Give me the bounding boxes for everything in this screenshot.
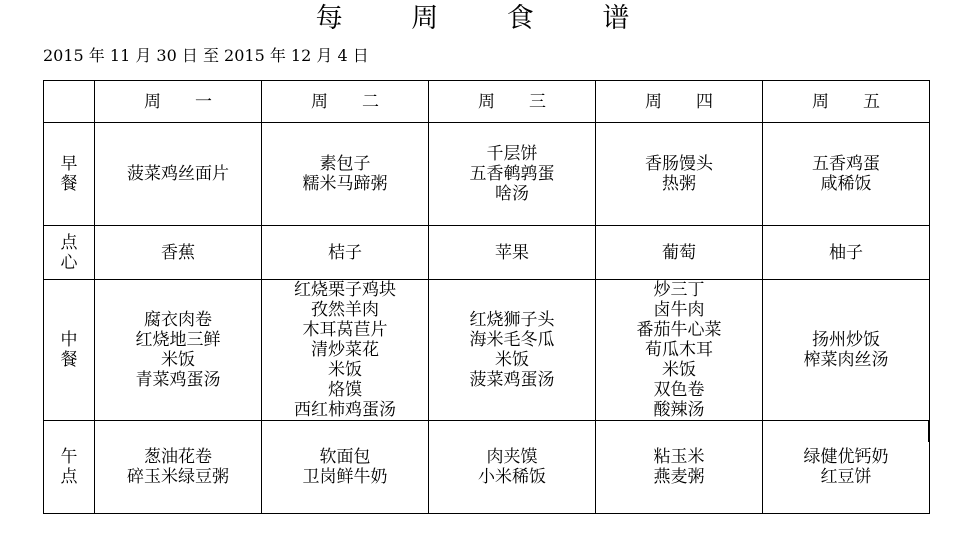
breakfast-monday: 菠菜鸡丝面片 <box>95 123 262 226</box>
lunch-wednesday: 红烧狮子头 海米毛冬瓜 米饭 菠菜鸡蛋汤 <box>429 280 596 421</box>
breakfast-tuesday: 素包子 糯米马蹄粥 <box>262 123 429 226</box>
lunch-monday: 腐衣肉卷 红烧地三鲜 米饭 青菜鸡蛋汤 <box>95 280 262 421</box>
snack-tuesday: 桔子 <box>262 226 429 280</box>
afternoon-snack-thursday: 粘玉米 燕麦粥 <box>596 421 763 514</box>
breakfast-row <box>44 123 930 226</box>
weekly-menu-table <box>43 80 930 514</box>
text-cursor-mark <box>928 420 930 442</box>
snack-thursday: 葡萄 <box>596 226 763 280</box>
snack-friday: 柚子 <box>763 226 930 280</box>
corner-cell <box>44 81 95 123</box>
lunch-friday: 扬州炒饭 榨菜肉丝汤 <box>763 280 930 421</box>
date-range: 2015 年 11 月 30 日 至 2015 年 12 月 4 日 <box>43 46 369 65</box>
snack-wednesday: 苹果 <box>429 226 596 280</box>
breakfast-wednesday: 千层饼 五香鹌鹑蛋 啥汤 <box>429 123 596 226</box>
header-row <box>44 81 930 123</box>
day-header-monday: 周 一 <box>95 81 262 123</box>
lunch-thursday: 炒三丁 卤牛肉 番茄牛心菜 荀瓜木耳 米饭 双色卷 酸辣汤 <box>596 280 763 421</box>
afternoon-snack-friday: 绿健优钙奶 红豆饼 <box>763 421 930 514</box>
afternoon-snack-monday: 葱油花卷 碎玉米绿豆粥 <box>95 421 262 514</box>
breakfast-thursday: 香肠馒头 热粥 <box>596 123 763 226</box>
snack-row <box>44 226 930 280</box>
lunch-row <box>44 280 930 421</box>
snack-monday: 香蕉 <box>95 226 262 280</box>
afternoon-snack-tuesday: 软面包 卫岗鲜牛奶 <box>262 421 429 514</box>
afternoon-snack-row <box>44 421 930 514</box>
breakfast-friday: 五香鸡蛋 咸稀饭 <box>763 123 930 226</box>
page-title: 每 周 食 谱 <box>315 3 660 34</box>
row-label-lunch: 中 餐 <box>44 280 95 421</box>
row-label-snack: 点 心 <box>44 226 95 280</box>
day-header-tuesday: 周 二 <box>262 81 429 123</box>
day-header-wednesday: 周 三 <box>429 81 596 123</box>
lunch-tuesday: 红烧栗子鸡块 孜然羊肉 木耳莴苣片 清炒菜花 米饭 烙馍 西红柿鸡蛋汤 <box>262 280 429 421</box>
day-header-thursday: 周 四 <box>596 81 763 123</box>
row-label-afternoon-snack: 午 点 <box>44 421 95 514</box>
afternoon-snack-wednesday: 肉夹馍 小米稀饭 <box>429 421 596 514</box>
day-header-friday: 周 五 <box>763 81 930 123</box>
row-label-breakfast: 早 餐 <box>44 123 95 226</box>
